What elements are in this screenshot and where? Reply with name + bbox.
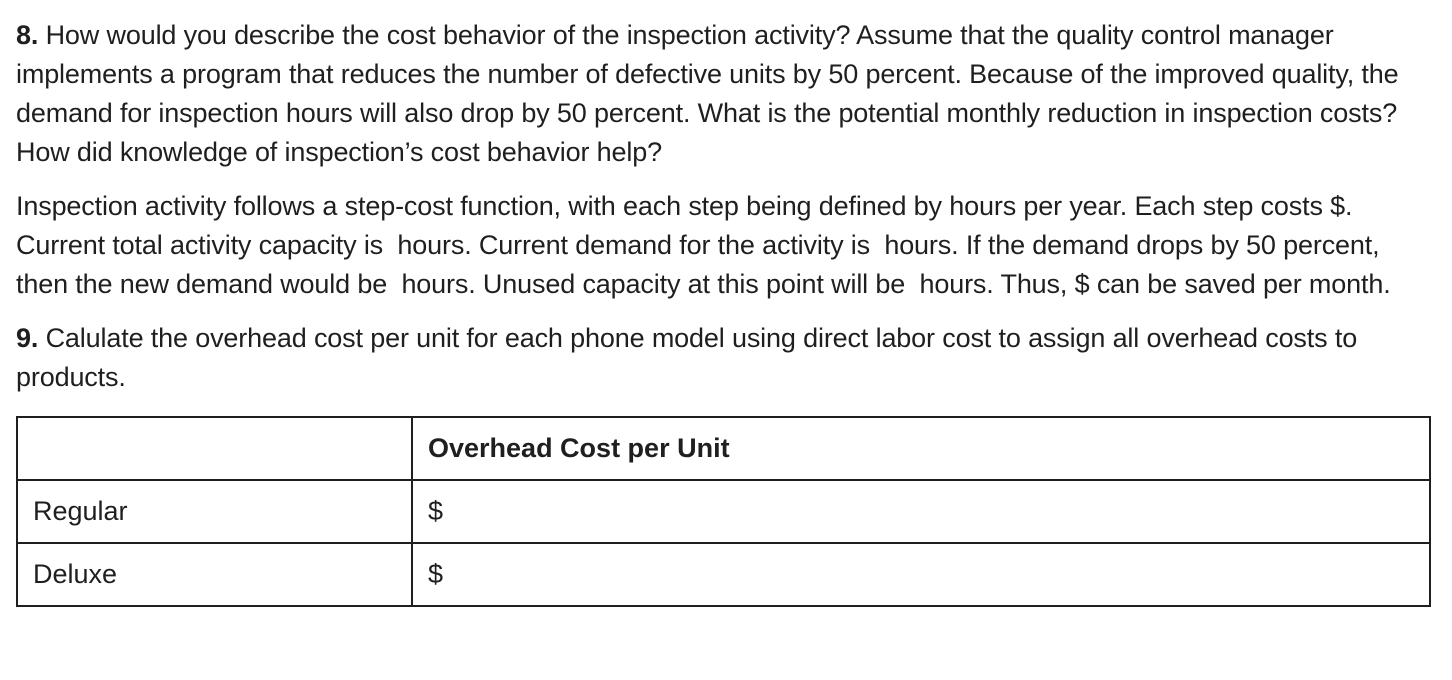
answer-8-seg3: . Current total activity capacity is xyxy=(16,191,1353,260)
row-value-regular[interactable] xyxy=(412,480,1430,543)
answer-8-seg1: Inspection activity follows a step-cost function, with each step being defined by xyxy=(16,191,942,221)
regular-currency: $ xyxy=(428,496,444,526)
question-9-text: Calulate the overhead cost per unit for each phone model using direct labor cost to assign all overhead costs to products. xyxy=(16,323,1358,392)
overhead-cost-table xyxy=(16,416,1431,607)
row-label-deluxe: Deluxe xyxy=(17,543,412,606)
table-row-deluxe xyxy=(17,543,1430,606)
table-header-row xyxy=(17,417,1430,480)
deluxe-cost-input[interactable] xyxy=(443,562,643,590)
question-8-text: How would you describe the cost behavior of the inspection activity? Assume that the quality control manager implements a program that reduces the number of defective units by 50 percent. Because of the improved quality, the demand for inspection hours will also drop by 50 percent. What is the potential monthly reduction in inspection costs? How did knowledge of inspection’s cost behavior help? xyxy=(16,20,1399,167)
header-overhead-cost-per-unit: Overhead Cost per Unit xyxy=(412,417,1430,480)
answer-8-seg7: hours. Thus, $ xyxy=(919,269,1090,299)
row-value-deluxe[interactable] xyxy=(412,543,1430,606)
deluxe-currency: $ xyxy=(428,559,444,589)
answer-8-seg2: hours per year. Each step costs $ xyxy=(949,191,1346,221)
answer-8-seg4: hours. Current demand for the activity is xyxy=(397,230,870,260)
regular-cost-input[interactable] xyxy=(443,499,643,527)
question-8 xyxy=(16,16,1436,172)
answer-8-seg8: can be saved per month. xyxy=(1096,269,1391,299)
question-8-number: 8. xyxy=(16,20,39,50)
answer-8-seg5: hours. If the demand drops by 50 percent, then the new demand would be xyxy=(16,230,1380,299)
answer-8 xyxy=(16,187,1436,304)
question-9 xyxy=(16,319,1436,397)
answer-8-seg6: hours. Unused capacity at this point will be xyxy=(401,269,906,299)
header-blank-cell xyxy=(17,417,412,480)
question-9-number: 9. xyxy=(16,323,39,353)
row-label-regular: Regular xyxy=(17,480,412,543)
table-row-regular xyxy=(17,480,1430,543)
